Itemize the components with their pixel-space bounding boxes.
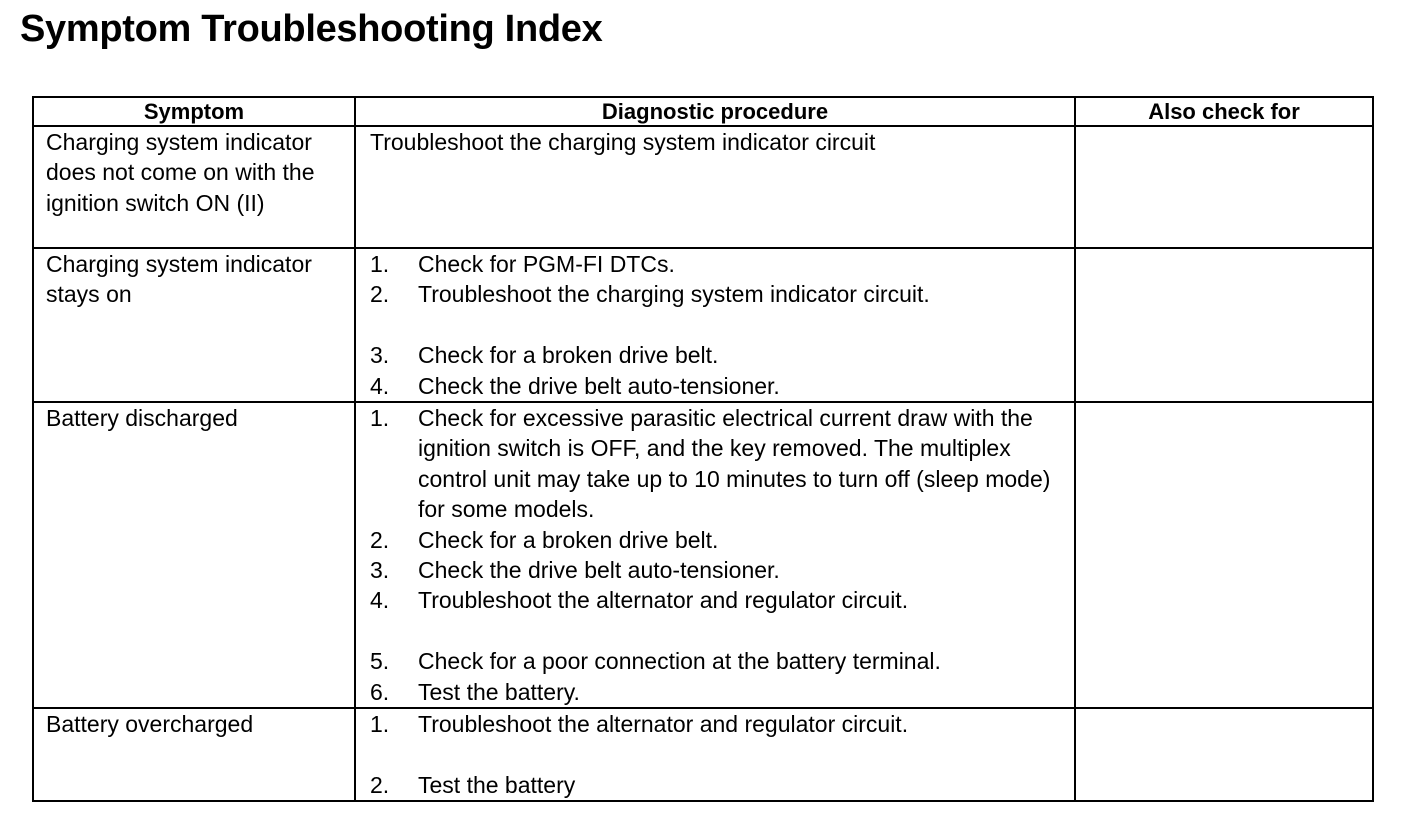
symptom-cell xyxy=(33,126,355,248)
step-text: Test the battery xyxy=(418,771,576,798)
step-text: Test the battery. xyxy=(418,678,580,705)
also-check-cell xyxy=(1075,708,1373,801)
step-text: Troubleshoot the alternator and regulator circuit. xyxy=(418,587,909,614)
step-number: 3. xyxy=(370,342,390,369)
spacer xyxy=(370,739,1064,769)
step-number: 5. xyxy=(370,648,390,675)
step-number: 2. xyxy=(370,771,390,798)
step-text: Check for a broken drive belt. xyxy=(418,342,719,369)
page-title: Symptom Troubleshooting Index xyxy=(20,8,603,50)
also-check-cell xyxy=(1075,248,1373,402)
also-check-cell xyxy=(1075,126,1373,248)
step-number: 4. xyxy=(370,372,390,399)
step-text: Check for PGM-FI DTCs. xyxy=(418,251,675,277)
step-text: Check for a broken drive belt. xyxy=(418,526,719,553)
symptom-text: Charging system indicator stays on xyxy=(46,251,312,308)
step-text: Check for excessive parasitic electrical current draw with the ignition switch is OFF, and the key removed. The multiplex control unit may take up to 10 minutes to turn off (sleep mode) for some models. xyxy=(418,405,1051,523)
symptom-text: Battery overcharged xyxy=(46,711,254,738)
step-number: 2. xyxy=(370,526,390,553)
step-number: 4. xyxy=(370,587,390,614)
procedure-step xyxy=(370,646,1064,676)
step-text: Check the drive belt auto-tensioner. xyxy=(418,557,780,584)
step-number: 6. xyxy=(370,678,390,705)
procedure-step xyxy=(370,709,1064,739)
header-diagnostic-procedure: Diagnostic procedure xyxy=(355,97,1075,126)
procedure-step xyxy=(370,371,1064,401)
header-also-check-for: Also check for xyxy=(1075,97,1373,126)
procedure-step xyxy=(370,677,1064,707)
table-row xyxy=(33,402,1373,708)
procedure-cell xyxy=(355,708,1075,801)
step-number: 1. xyxy=(370,711,390,738)
also-check-cell xyxy=(1075,402,1373,708)
header-symptom: Symptom xyxy=(33,97,355,126)
symptom-text: Charging system indicator does not come on with the ignition switch ON (II) xyxy=(46,129,315,216)
procedure-step xyxy=(370,249,1064,279)
step-number: 2. xyxy=(370,281,390,308)
procedure-cell xyxy=(355,126,1075,248)
header-row xyxy=(33,97,1373,126)
procedure-step xyxy=(370,770,1064,800)
procedure-step xyxy=(370,525,1064,555)
procedure-cell xyxy=(355,402,1075,708)
table-row xyxy=(33,248,1373,402)
procedure-step xyxy=(370,340,1064,370)
step-number: 1. xyxy=(370,405,390,432)
table-row xyxy=(33,126,1373,248)
symptom-index-table xyxy=(32,96,1374,802)
spacer xyxy=(370,616,1064,646)
step-text: Troubleshoot the alternator and regulator circuit. xyxy=(418,711,909,738)
step-number: 3. xyxy=(370,557,390,584)
procedure-step xyxy=(370,403,1064,525)
procedure-cell xyxy=(355,248,1075,402)
symptom-cell xyxy=(33,402,355,708)
step-text: Troubleshoot the charging system indicator circuit. xyxy=(418,281,930,308)
procedure-step xyxy=(370,585,1064,615)
symptom-text: Battery discharged xyxy=(46,405,238,432)
procedure-step xyxy=(370,555,1064,585)
procedure-step xyxy=(370,279,1064,309)
procedure-text: Troubleshoot the charging system indicator circuit xyxy=(370,129,876,155)
table-row xyxy=(33,708,1373,801)
step-number: 1. xyxy=(370,251,390,277)
step-text: Check for a poor connection at the battery terminal. xyxy=(418,648,941,675)
symptom-cell xyxy=(33,708,355,801)
spacer xyxy=(370,310,1064,340)
symptom-cell xyxy=(33,248,355,402)
step-text: Check the drive belt auto-tensioner. xyxy=(418,372,780,399)
